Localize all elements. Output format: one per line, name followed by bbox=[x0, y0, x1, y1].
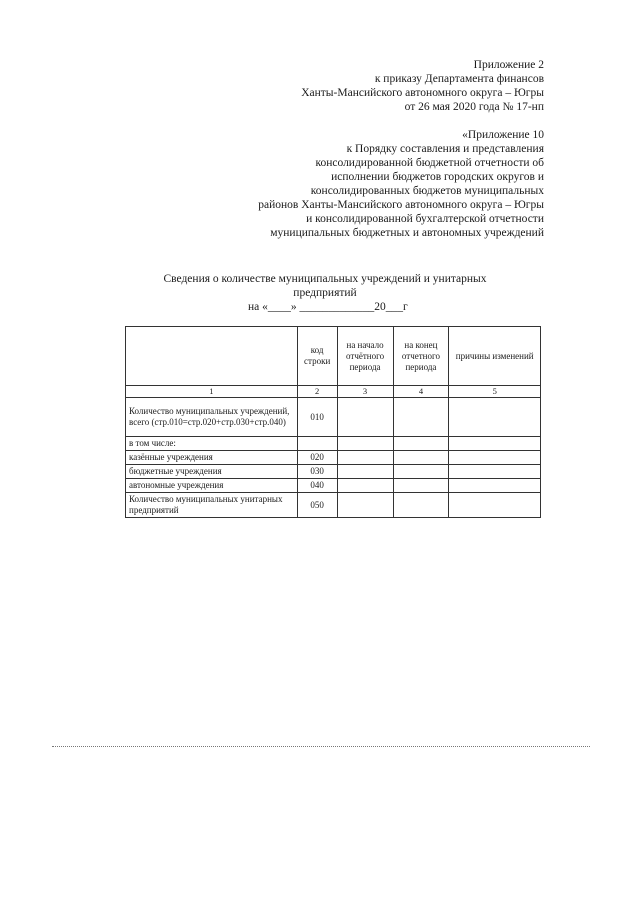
row-end-value bbox=[393, 493, 449, 518]
row-reason bbox=[449, 398, 541, 437]
table-row bbox=[126, 451, 541, 465]
row-name: Количество муниципальных унитарных предприятий bbox=[126, 493, 298, 518]
row-reason bbox=[449, 437, 541, 451]
order-reference-block bbox=[301, 58, 544, 114]
annex-line: к Порядку составления и представления bbox=[346, 143, 544, 155]
column-number: 5 bbox=[449, 386, 541, 398]
row-start-value bbox=[337, 398, 393, 437]
table-row bbox=[126, 398, 541, 437]
row-code: 050 bbox=[297, 493, 337, 518]
row-end-value bbox=[393, 437, 449, 451]
annex-line: «Приложение 10 bbox=[462, 129, 544, 141]
row-start-value bbox=[337, 437, 393, 451]
report-table bbox=[125, 326, 541, 518]
row-start-value bbox=[337, 451, 393, 465]
column-number: 2 bbox=[297, 386, 337, 398]
annex-line: муниципальных бюджетных и автономных учреждений bbox=[270, 227, 544, 239]
row-name: в том числе: bbox=[126, 437, 298, 451]
dotted-separator bbox=[52, 746, 590, 747]
row-start-value bbox=[337, 493, 393, 518]
annex-line: и консолидированной бухгалтерской отчетности bbox=[306, 213, 544, 225]
row-reason bbox=[449, 493, 541, 518]
header-cell: код строки bbox=[297, 327, 337, 386]
column-number: 1 bbox=[126, 386, 298, 398]
annex-line: консолидированной бюджетной отчетности об bbox=[315, 157, 544, 169]
order-line: к приказу Департамента финансов bbox=[374, 73, 544, 85]
row-end-value bbox=[393, 465, 449, 479]
title-line-1: Сведения о количестве муниципальных учреждений и унитарных bbox=[163, 273, 487, 285]
header-cell bbox=[126, 327, 298, 386]
order-line: Приложение 2 bbox=[473, 59, 544, 71]
row-name: бюджетные учреждения bbox=[126, 465, 298, 479]
header-cell: на конец отчетного периода bbox=[393, 327, 449, 386]
row-name: Количество муниципальных учреждений, всего (стр.010=стр.020+стр.030+стр.040) bbox=[126, 398, 298, 437]
row-start-value bbox=[337, 465, 393, 479]
table-header-row bbox=[126, 327, 541, 386]
row-name: автономные учреждения bbox=[126, 479, 298, 493]
report-period-line: на «____» _____________20___г bbox=[248, 301, 408, 313]
table-row bbox=[126, 493, 541, 518]
title-line-2: предприятий bbox=[293, 287, 357, 299]
table-row bbox=[126, 437, 541, 451]
order-line: от 26 мая 2020 года № 17-нп bbox=[404, 101, 544, 113]
row-end-value bbox=[393, 451, 449, 465]
annex-line: районов Ханты-Мансийского автономного округа – Югры bbox=[258, 199, 544, 211]
row-code: 010 bbox=[297, 398, 337, 437]
column-number: 3 bbox=[337, 386, 393, 398]
header-cell: причины изменений bbox=[449, 327, 541, 386]
table-row bbox=[126, 465, 541, 479]
row-end-value bbox=[393, 398, 449, 437]
row-name: казённые учреждения bbox=[126, 451, 298, 465]
row-code: 020 bbox=[297, 451, 337, 465]
row-reason bbox=[449, 479, 541, 493]
row-code: 040 bbox=[297, 479, 337, 493]
order-line: Ханты-Мансийского автономного округа – Югры bbox=[301, 87, 544, 99]
column-number: 4 bbox=[393, 386, 449, 398]
row-code: 030 bbox=[297, 465, 337, 479]
column-number-row bbox=[126, 386, 541, 398]
row-reason bbox=[449, 451, 541, 465]
row-end-value bbox=[393, 479, 449, 493]
document-title bbox=[130, 272, 520, 300]
annex-line: консолидированных бюджетов муниципальных bbox=[310, 185, 544, 197]
row-reason bbox=[449, 465, 541, 479]
row-code bbox=[297, 437, 337, 451]
row-start-value bbox=[337, 479, 393, 493]
table-row bbox=[126, 479, 541, 493]
header-cell: на начало отчётного периода bbox=[337, 327, 393, 386]
annex-reference-block bbox=[258, 128, 544, 240]
annex-line: исполнении бюджетов городских округов и bbox=[331, 171, 544, 183]
